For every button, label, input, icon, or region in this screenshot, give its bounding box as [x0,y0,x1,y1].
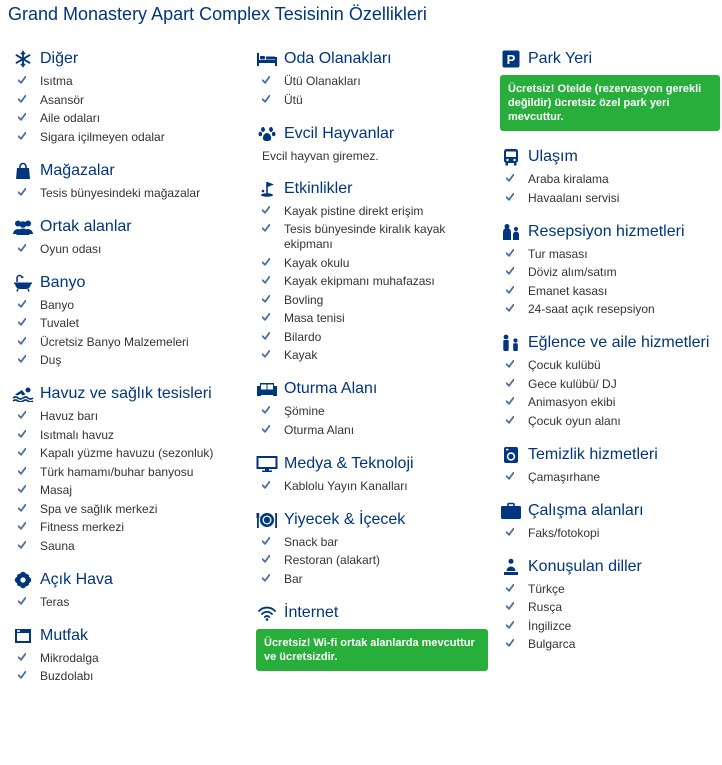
facility-item [12,595,244,610]
section-header [256,121,488,147]
facility-item [12,111,244,126]
facility-item [256,74,488,89]
facility-item-label: Tuvalet [40,316,79,330]
checkmark-icon [18,522,26,530]
facilities-column-2 [256,46,488,684]
free-badge [256,629,488,671]
facility-item [12,242,244,257]
facility-item [500,395,720,410]
family-icon [500,332,522,354]
facility-item-label: Kayak okulu [284,255,350,270]
facility-item-label: 24-saat açık resepsiyon [528,302,655,316]
facility-item-label: Animasyon ekibi [528,395,616,409]
checkmark-icon [18,485,26,493]
bathtub-icon [12,272,34,294]
facility-list [12,409,244,554]
facility-item [500,265,720,280]
facility-item-label: Tesis bünyesindeki mağazalar [40,185,201,200]
facility-list [500,172,720,206]
facility-item-label: Çamaşırhane [528,469,601,484]
facility-item-label: Buzdolabı [40,669,94,683]
checkmark-icon [262,574,270,582]
section-header [500,219,720,245]
facility-item-label: Sauna [40,538,75,553]
facility-item [500,582,720,597]
facility-item-label: Havaalanı servisi [528,190,620,205]
page-title: Grand Monastery Apart Complex Tesisinin Özellikleri [8,4,427,24]
facility-list [12,186,244,201]
facility-item [500,172,720,187]
section-header [256,600,488,626]
sofa-icon [256,378,278,400]
facility-item-label: Bovling [284,292,324,307]
badge-text: Wi-fi ortak alanlarda mevcuttur ve ücretsizdir. [264,636,475,663]
facility-item-label: Asansör [40,92,85,107]
facility-item [256,535,488,550]
checkmark-icon [262,481,270,489]
checkmark-icon [18,430,26,438]
swimmer-icon [12,383,34,405]
section-header [500,442,720,468]
facility-item [256,274,488,289]
facility-item [256,293,488,308]
facility-item-label: Kablolu Yayın Kanalları [284,478,408,493]
section-header [500,330,720,356]
facility-item-label: Banyo [40,297,75,312]
section-magazalar [12,158,244,201]
facility-item [12,93,244,108]
checkmark-icon [262,406,270,414]
facility-list [12,651,244,685]
facility-list [500,470,720,485]
section-evcil-hayvanlar [256,121,488,163]
checkmark-icon [506,249,514,257]
facility-item-label: Masa tenisi [284,311,345,325]
facilities-column-3 [500,46,720,665]
facility-item [12,298,244,313]
checkmark-icon [262,425,270,433]
section-mutfak [12,623,244,685]
speech-icon [500,556,522,578]
facility-item-label: Döviz alım/satım [528,265,617,279]
facility-item-label: Çocuk oyun alanı [528,413,621,428]
facility-list [500,358,720,429]
facility-item-label: Tur masası [528,246,588,261]
facility-item-label: Teras [40,594,70,609]
section-ortak-alanlar [12,214,244,257]
facility-item [256,311,488,326]
facility-item-label: Restoran (alakart) [284,553,381,567]
checkmark-icon [262,295,270,303]
section-title: Diğer [40,50,79,67]
facility-item-label: Türk hamamı/buhar banyosu [40,464,194,479]
checkmark-icon [18,653,26,661]
facility-item-label: Oyun odası [40,241,102,256]
checkmark-icon [506,193,514,201]
shopping-bag-icon [12,160,34,182]
checkmark-icon [262,332,270,340]
facility-item [12,335,244,350]
facility-item-label: Aile odaları [40,111,101,125]
section-internet [256,600,488,671]
section-temizlik-hizmetleri [500,442,720,485]
checkmark-icon [506,397,514,405]
facility-item-label: Fitness merkezi [40,520,125,534]
facility-item-label: Ücretsiz Banyo Malzemeleri [40,334,189,349]
checkmark-icon [18,411,26,419]
facility-item-label: İngilizce [528,618,572,633]
checkmark-icon [506,602,514,610]
checkmark-icon [262,276,270,284]
checkmark-icon [18,467,26,475]
facility-item-label: Emanet kasası [528,283,608,298]
facility-list [500,526,720,541]
facility-item [500,600,720,615]
paw-icon [256,123,278,145]
section-diger [12,46,244,145]
facility-list [256,535,488,587]
facility-item-label: Kayak [284,348,318,362]
checkmark-icon [262,350,270,358]
facility-list [500,582,720,653]
checkmark-icon [18,188,26,196]
checkmark-icon [262,224,270,232]
section-title: Park Yeri [528,50,593,67]
facility-item [256,348,488,363]
section-title: Ulaşım [528,148,578,165]
facility-item-label: Ütü [284,92,303,107]
checkmark-icon [18,95,26,103]
facility-item [500,619,720,634]
facility-list [12,595,244,610]
facility-item [256,423,488,438]
checkmark-icon [18,300,26,308]
facility-item [12,446,244,461]
section-oda-olanaklari [256,46,488,108]
facility-item-label: Araba kiralama [528,172,609,186]
facility-item [256,404,488,419]
section-title: Oturma Alanı [284,380,378,397]
facility-item-label: Türkçe [528,581,565,596]
facility-item [256,93,488,108]
facility-list [500,247,720,318]
checkmark-icon [262,206,270,214]
section-header [256,176,488,202]
facility-item [256,330,488,345]
section-park-yeri [500,46,720,131]
checkmark-icon [18,76,26,84]
facility-item-label: Havuz barı [40,409,99,423]
facility-item-label: Gece kulübü/ DJ [528,376,617,391]
people-icon [12,216,34,238]
section-header [12,381,244,407]
facility-item-label: Masaj [40,483,73,497]
facility-list [12,298,244,369]
facility-item-label: Isıtmalı havuz [40,427,115,442]
checkmark-icon [18,541,26,549]
facility-list [256,479,488,494]
section-title: Banyo [40,273,86,291]
section-title: Temizlik hizmetleri [528,445,658,463]
facility-item-label: Faks/fotokopi [528,525,600,540]
facility-item-label: Bilardo [284,329,322,344]
section-header [500,554,720,580]
parking-icon [500,48,522,70]
facility-item-label: Rusça [528,600,563,614]
facility-list [256,74,488,108]
facility-item [500,247,720,262]
facility-item [256,222,488,252]
facility-item-label: Ütü Olanakları [284,74,361,88]
section-header [256,376,488,402]
facility-item-label: Kayak pistine direkt erişim [284,203,424,218]
section-banyo [12,270,244,369]
badge-text: Otelde (rezervasyon gerekli değildir) ücretsiz özel park yeri mevcuttur. [508,83,702,123]
reception-icon [500,221,522,243]
facility-item [500,284,720,299]
section-title: Konuşulan diller [528,557,642,575]
snowflake-icon [12,48,34,70]
facilities-column-1 [12,46,244,697]
badge-highlight: Ücretsiz! [508,83,555,95]
section-oturma-alani [256,376,488,438]
checkmark-icon [506,360,514,368]
section-title: Yiyecek & İçecek [284,510,406,528]
checkmark-icon [262,95,270,103]
facility-item [500,358,720,373]
facility-item [500,191,720,206]
facility-item-label: Çocuk kulübü [528,358,601,372]
section-header [256,507,488,533]
facility-item-label: Spa ve sağlık merkezi [40,501,158,516]
plate-cutlery-icon [256,509,278,531]
facility-item-label: Tesis bünyesinde kiralık kayak ekipmanı [284,222,446,251]
facility-item-label: Bulgarca [528,637,576,651]
section-title: Etkinlikler [284,179,353,197]
section-note: Evcil hayvan giremez. [262,148,379,163]
section-title: Evcil Hayvanlar [284,124,395,142]
checkmark-icon [18,355,26,363]
section-title: Oda Olanakları [284,50,392,67]
checkmark-icon [506,472,514,480]
section-resepsiyon-hizmetleri [500,219,720,318]
checkmark-icon [18,504,26,512]
checkmark-icon [18,597,26,605]
facility-item [12,502,244,517]
section-title: Mutfak [40,626,89,644]
bed-icon [256,48,278,70]
facility-item [500,637,720,652]
facility-item-label: Kayak ekipmanı muhafazası [284,274,435,288]
section-header [256,451,488,477]
section-title: Havuz ve sağlık tesisleri [40,385,212,402]
monitor-icon [256,453,278,475]
checkmark-icon [506,416,514,424]
briefcase-icon [500,500,522,522]
section-title: Açık Hava [40,570,113,588]
section-header [12,623,244,649]
facility-item-label: Şömine [284,404,325,418]
section-konusulan-diller [500,554,720,653]
facility-item [12,316,244,331]
wifi-icon [256,602,278,624]
checkmark-icon [262,537,270,545]
facility-item-label: Oturma Alanı [284,422,355,437]
section-title: Çalışma alanları [528,501,644,519]
checkmark-icon [506,304,514,312]
facility-item [500,302,720,317]
checkmark-icon [18,132,26,140]
facility-item [12,651,244,666]
section-medya-teknoloji [256,451,488,494]
section-title: Eğlence ve aile hizmetleri [528,334,710,351]
section-header [500,46,720,72]
section-header [12,214,244,240]
checkmark-icon [18,244,26,252]
section-eglence-ve-aile-hizmetleri [500,330,720,429]
facility-item [12,130,244,145]
free-badge [500,75,720,131]
facility-item [12,465,244,480]
facility-item [12,520,244,535]
checkmark-icon [506,379,514,387]
checkmark-icon [18,318,26,326]
checkmark-icon [506,639,514,647]
facility-list [12,242,244,257]
section-title: İnternet [284,603,339,621]
facility-item-label: Sigara içilmeyen odalar [40,129,165,144]
checkmark-icon [262,313,270,321]
section-havuz-ve-saglik-tesisleri [12,381,244,554]
facility-item [12,539,244,554]
facility-item [500,377,720,392]
facility-item [12,74,244,89]
checkmark-icon [506,174,514,182]
facility-item-label: Snack bar [284,534,339,549]
section-etkinlikler [256,176,488,364]
svg-text:P: P [506,52,516,67]
facility-item [12,409,244,424]
checkmark-icon [18,113,26,121]
section-acik-hava [12,567,244,610]
section-yiyecek-icecek [256,507,488,587]
checkmark-icon [262,76,270,84]
facility-item-label: Duş [40,353,62,367]
section-header [500,498,720,524]
bus-icon [500,146,522,168]
facility-item [500,526,720,541]
section-header [12,270,244,296]
facility-list [12,74,244,145]
checkmark-icon [506,528,514,536]
checkmark-icon [262,555,270,563]
facility-item [12,428,244,443]
checkmark-icon [506,267,514,275]
checkmark-icon [18,671,26,679]
facility-item-label: Bar [284,571,303,586]
facility-item [12,353,244,368]
facility-item [500,470,720,485]
facility-item [256,256,488,271]
section-title: Mağazalar [40,161,115,179]
kitchen-icon [12,625,34,647]
checkmark-icon [506,621,514,629]
facility-item [256,479,488,494]
facility-item-label: Kapalı yüzme havuzu (sezonluk) [40,446,214,460]
facility-item [256,553,488,568]
checkmark-icon [18,448,26,456]
section-title: Medya & Teknoloji [284,454,414,472]
golf-flag-icon [256,178,278,200]
facility-item [12,669,244,684]
facility-item [256,204,488,219]
facility-item [12,483,244,498]
checkmark-icon [262,258,270,266]
section-header [12,158,244,184]
badge-highlight: Ücretsiz! [264,636,311,649]
section-header [12,46,244,72]
facility-item [500,414,720,429]
section-title: Resepsiyon hizmetleri [528,222,685,240]
checkmark-icon [18,337,26,345]
checkmark-icon [506,286,514,294]
facility-list [256,204,488,364]
section-header [12,567,244,593]
facility-item [12,186,244,201]
facility-item-label: Mikrodalga [40,650,99,665]
flower-icon [12,569,34,591]
section-header [256,46,488,72]
section-ulasim [500,144,720,206]
section-title: Ortak alanlar [40,217,132,235]
checkmark-icon [506,584,514,592]
facility-item [256,572,488,587]
facility-item-label: Isıtma [40,74,73,88]
washing-machine-icon [500,444,522,466]
facility-list [256,404,488,438]
section-header [500,144,720,170]
section-calisma-alanlari [500,498,720,541]
